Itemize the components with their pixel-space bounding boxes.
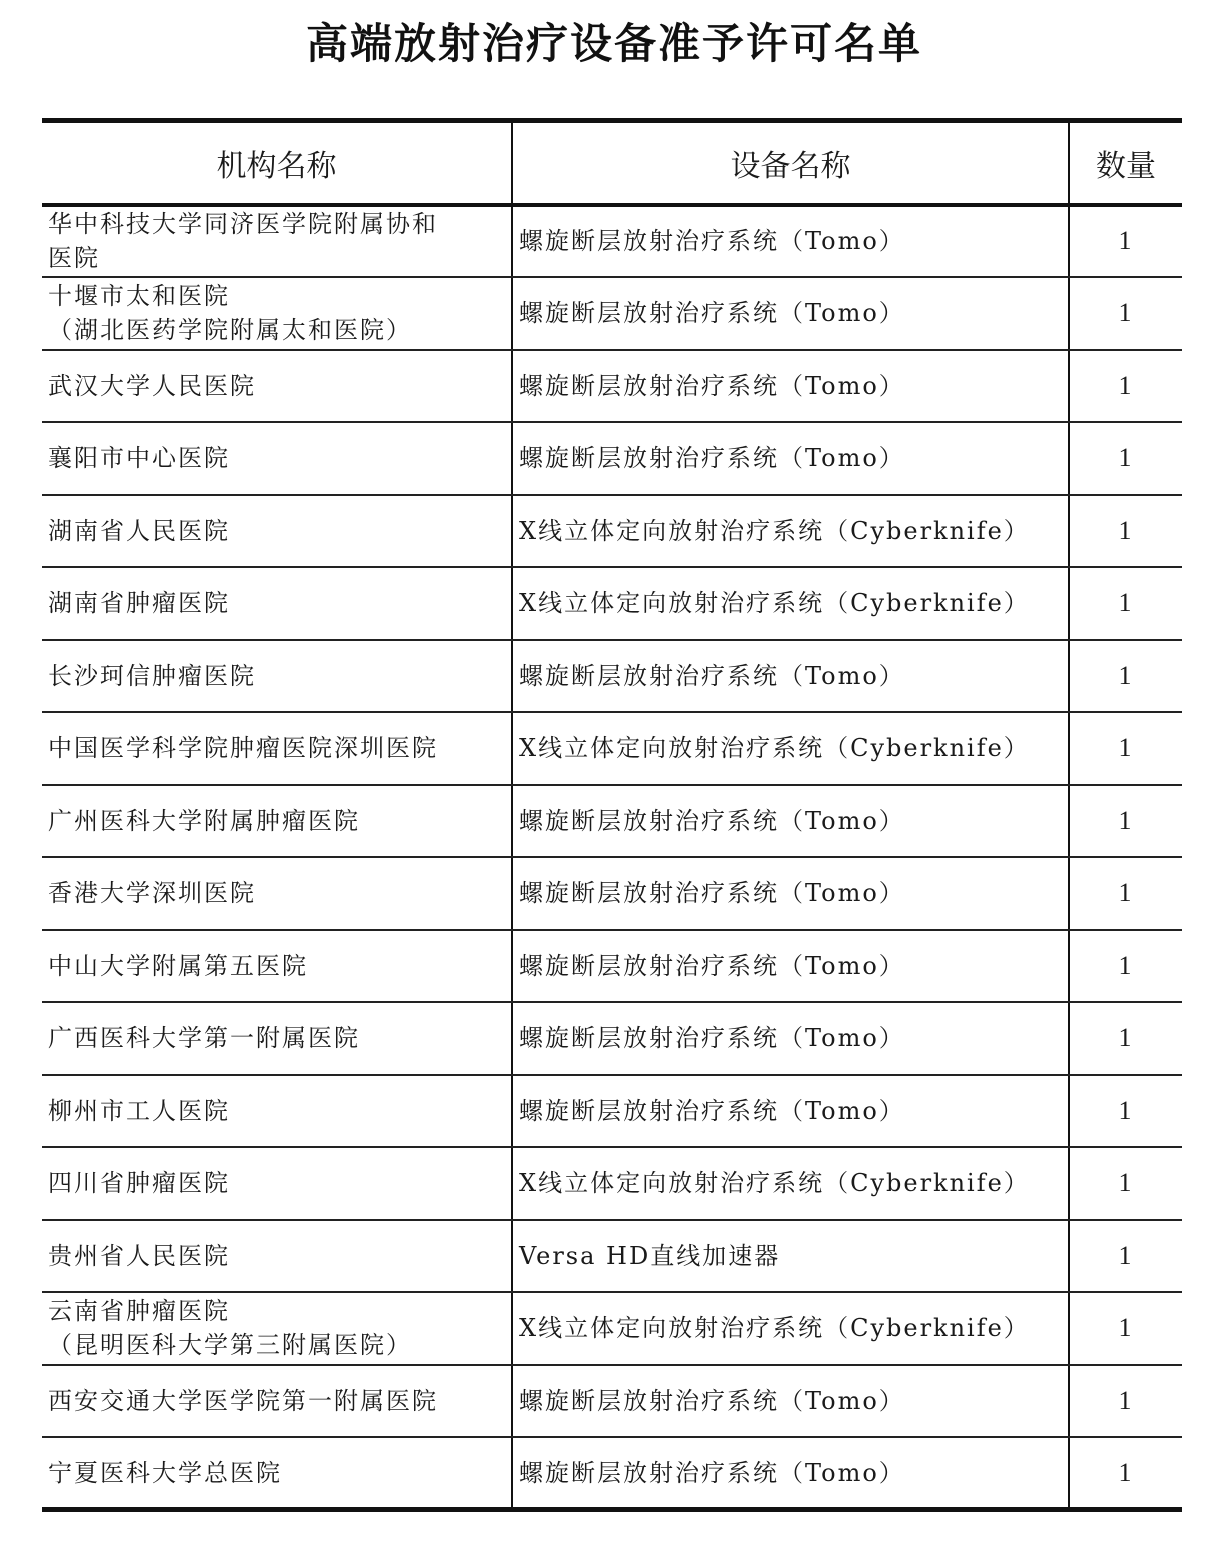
- device-name-cell: X线立体定向放射治疗系统（Cyberknife）: [512, 567, 1069, 640]
- page-title: 高端放射治疗设备准予许可名单: [305, 19, 922, 68]
- org-name-cell: [42, 277, 512, 350]
- org-name-line: 医院: [48, 244, 100, 273]
- org-name-cell: [42, 567, 512, 640]
- org-name-line: 湖南省人民医院: [48, 516, 230, 545]
- device-name-cell: 螺旋断层放射治疗系统（Tomo）: [512, 1002, 1069, 1075]
- quantity-cell: 1: [1069, 205, 1182, 278]
- device-name-cell: 螺旋断层放射治疗系统（Tomo）: [512, 930, 1069, 1003]
- quantity-cell: 1: [1069, 785, 1182, 858]
- org-name-cell: [42, 640, 512, 713]
- quantity-cell: 1: [1069, 495, 1182, 568]
- org-name-cell: [42, 1220, 512, 1293]
- device-name-cell: 螺旋断层放射治疗系统（Tomo）: [512, 1075, 1069, 1148]
- table-row: [42, 640, 1182, 713]
- quantity-cell: 1: [1069, 712, 1182, 785]
- device-name-cell: X线立体定向放射治疗系统（Cyberknife）: [512, 495, 1069, 568]
- org-name-line: 华中科技大学同济医学院附属协和: [48, 210, 438, 239]
- quantity-cell: 1: [1069, 1220, 1182, 1293]
- org-name-line: 四川省肿瘤医院: [48, 1169, 230, 1198]
- device-name-cell: 螺旋断层放射治疗系统（Tomo）: [512, 1365, 1069, 1438]
- table-row: [42, 567, 1182, 640]
- table-row: [42, 350, 1182, 423]
- org-name-line: 中国医学科学院肿瘤医院深圳医院: [48, 734, 438, 763]
- org-name-line: 广州医科大学附属肿瘤医院: [48, 806, 360, 835]
- org-name-cell: [42, 1292, 512, 1365]
- table-row: [42, 712, 1182, 785]
- org-name-cell: [42, 1365, 512, 1438]
- org-name-line: （湖北医药学院附属太和医院）: [48, 316, 412, 345]
- quantity-cell: 1: [1069, 277, 1182, 350]
- header-device: 设备名称: [512, 121, 1069, 205]
- org-name-line: 武汉大学人民医院: [48, 371, 256, 400]
- org-name-cell: [42, 1147, 512, 1220]
- org-name-line: 柳州市工人医院: [48, 1096, 230, 1125]
- quantity-cell: 1: [1069, 640, 1182, 713]
- device-name-cell: 螺旋断层放射治疗系统（Tomo）: [512, 1437, 1069, 1510]
- table-row: [42, 1002, 1182, 1075]
- quantity-cell: 1: [1069, 1075, 1182, 1148]
- table-row: [42, 1365, 1182, 1438]
- table-row: [42, 1437, 1182, 1510]
- org-name-cell: [42, 1437, 512, 1510]
- header-qty: 数量: [1069, 121, 1182, 205]
- quantity-cell: 1: [1069, 1365, 1182, 1438]
- quantity-cell: 1: [1069, 567, 1182, 640]
- table-row: [42, 205, 1182, 278]
- org-name-line: 贵州省人民医院: [48, 1241, 230, 1270]
- org-name-cell: [42, 1002, 512, 1075]
- device-name-cell: X线立体定向放射治疗系统（Cyberknife）: [512, 1292, 1069, 1365]
- quantity-cell: 1: [1069, 422, 1182, 495]
- org-name-line: 长沙珂信肿瘤医院: [48, 661, 256, 690]
- org-name-cell: [42, 495, 512, 568]
- table-row: [42, 1147, 1182, 1220]
- table-row: [42, 277, 1182, 350]
- org-name-cell: [42, 712, 512, 785]
- org-name-line: 十堰市太和医院: [48, 282, 230, 311]
- quantity-cell: 1: [1069, 857, 1182, 930]
- quantity-cell: 1: [1069, 1002, 1182, 1075]
- table-row: [42, 1220, 1182, 1293]
- device-name-cell: 螺旋断层放射治疗系统（Tomo）: [512, 640, 1069, 713]
- org-name-line: 西安交通大学医学院第一附属医院: [48, 1386, 438, 1415]
- device-name-cell: Versa HD直线加速器: [512, 1220, 1069, 1293]
- org-name-line: 襄阳市中心医院: [48, 444, 230, 473]
- table-row: [42, 495, 1182, 568]
- device-name-cell: X线立体定向放射治疗系统（Cyberknife）: [512, 1147, 1069, 1220]
- table-row: [42, 1292, 1182, 1365]
- device-name-cell: 螺旋断层放射治疗系统（Tomo）: [512, 785, 1069, 858]
- org-name-line: 中山大学附属第五医院: [48, 951, 308, 980]
- device-name-cell: 螺旋断层放射治疗系统（Tomo）: [512, 205, 1069, 278]
- table-row: [42, 785, 1182, 858]
- org-name-cell: [42, 785, 512, 858]
- table-row: [42, 930, 1182, 1003]
- table-row: [42, 422, 1182, 495]
- org-name-line: 香港大学深圳医院: [48, 879, 256, 908]
- org-name-line: 湖南省肿瘤医院: [48, 589, 230, 618]
- quantity-cell: 1: [1069, 1437, 1182, 1510]
- org-name-line: 云南省肿瘤医院: [48, 1297, 230, 1326]
- org-name-cell: [42, 857, 512, 930]
- device-name-cell: 螺旋断层放射治疗系统（Tomo）: [512, 277, 1069, 350]
- quantity-cell: 1: [1069, 1147, 1182, 1220]
- org-name-cell: [42, 205, 512, 278]
- device-name-cell: 螺旋断层放射治疗系统（Tomo）: [512, 422, 1069, 495]
- device-name-cell: 螺旋断层放射治疗系统（Tomo）: [512, 350, 1069, 423]
- org-name-cell: [42, 1075, 512, 1148]
- table-body: [42, 205, 1182, 1510]
- table-header-row: [42, 121, 1182, 205]
- header-org: 机构名称: [42, 121, 512, 205]
- device-name-cell: X线立体定向放射治疗系统（Cyberknife）: [512, 712, 1069, 785]
- org-name-cell: [42, 350, 512, 423]
- permit-table: [42, 118, 1182, 1512]
- org-name-line: （昆明医科大学第三附属医院）: [48, 1331, 412, 1360]
- table-row: [42, 1075, 1182, 1148]
- org-name-line: 宁夏医科大学总医院: [48, 1458, 282, 1487]
- quantity-cell: 1: [1069, 1292, 1182, 1365]
- org-name-cell: [42, 422, 512, 495]
- org-name-line: 广西医科大学第一附属医院: [48, 1024, 360, 1053]
- quantity-cell: 1: [1069, 930, 1182, 1003]
- device-name-cell: 螺旋断层放射治疗系统（Tomo）: [512, 857, 1069, 930]
- org-name-cell: [42, 930, 512, 1003]
- quantity-cell: 1: [1069, 350, 1182, 423]
- table-row: [42, 857, 1182, 930]
